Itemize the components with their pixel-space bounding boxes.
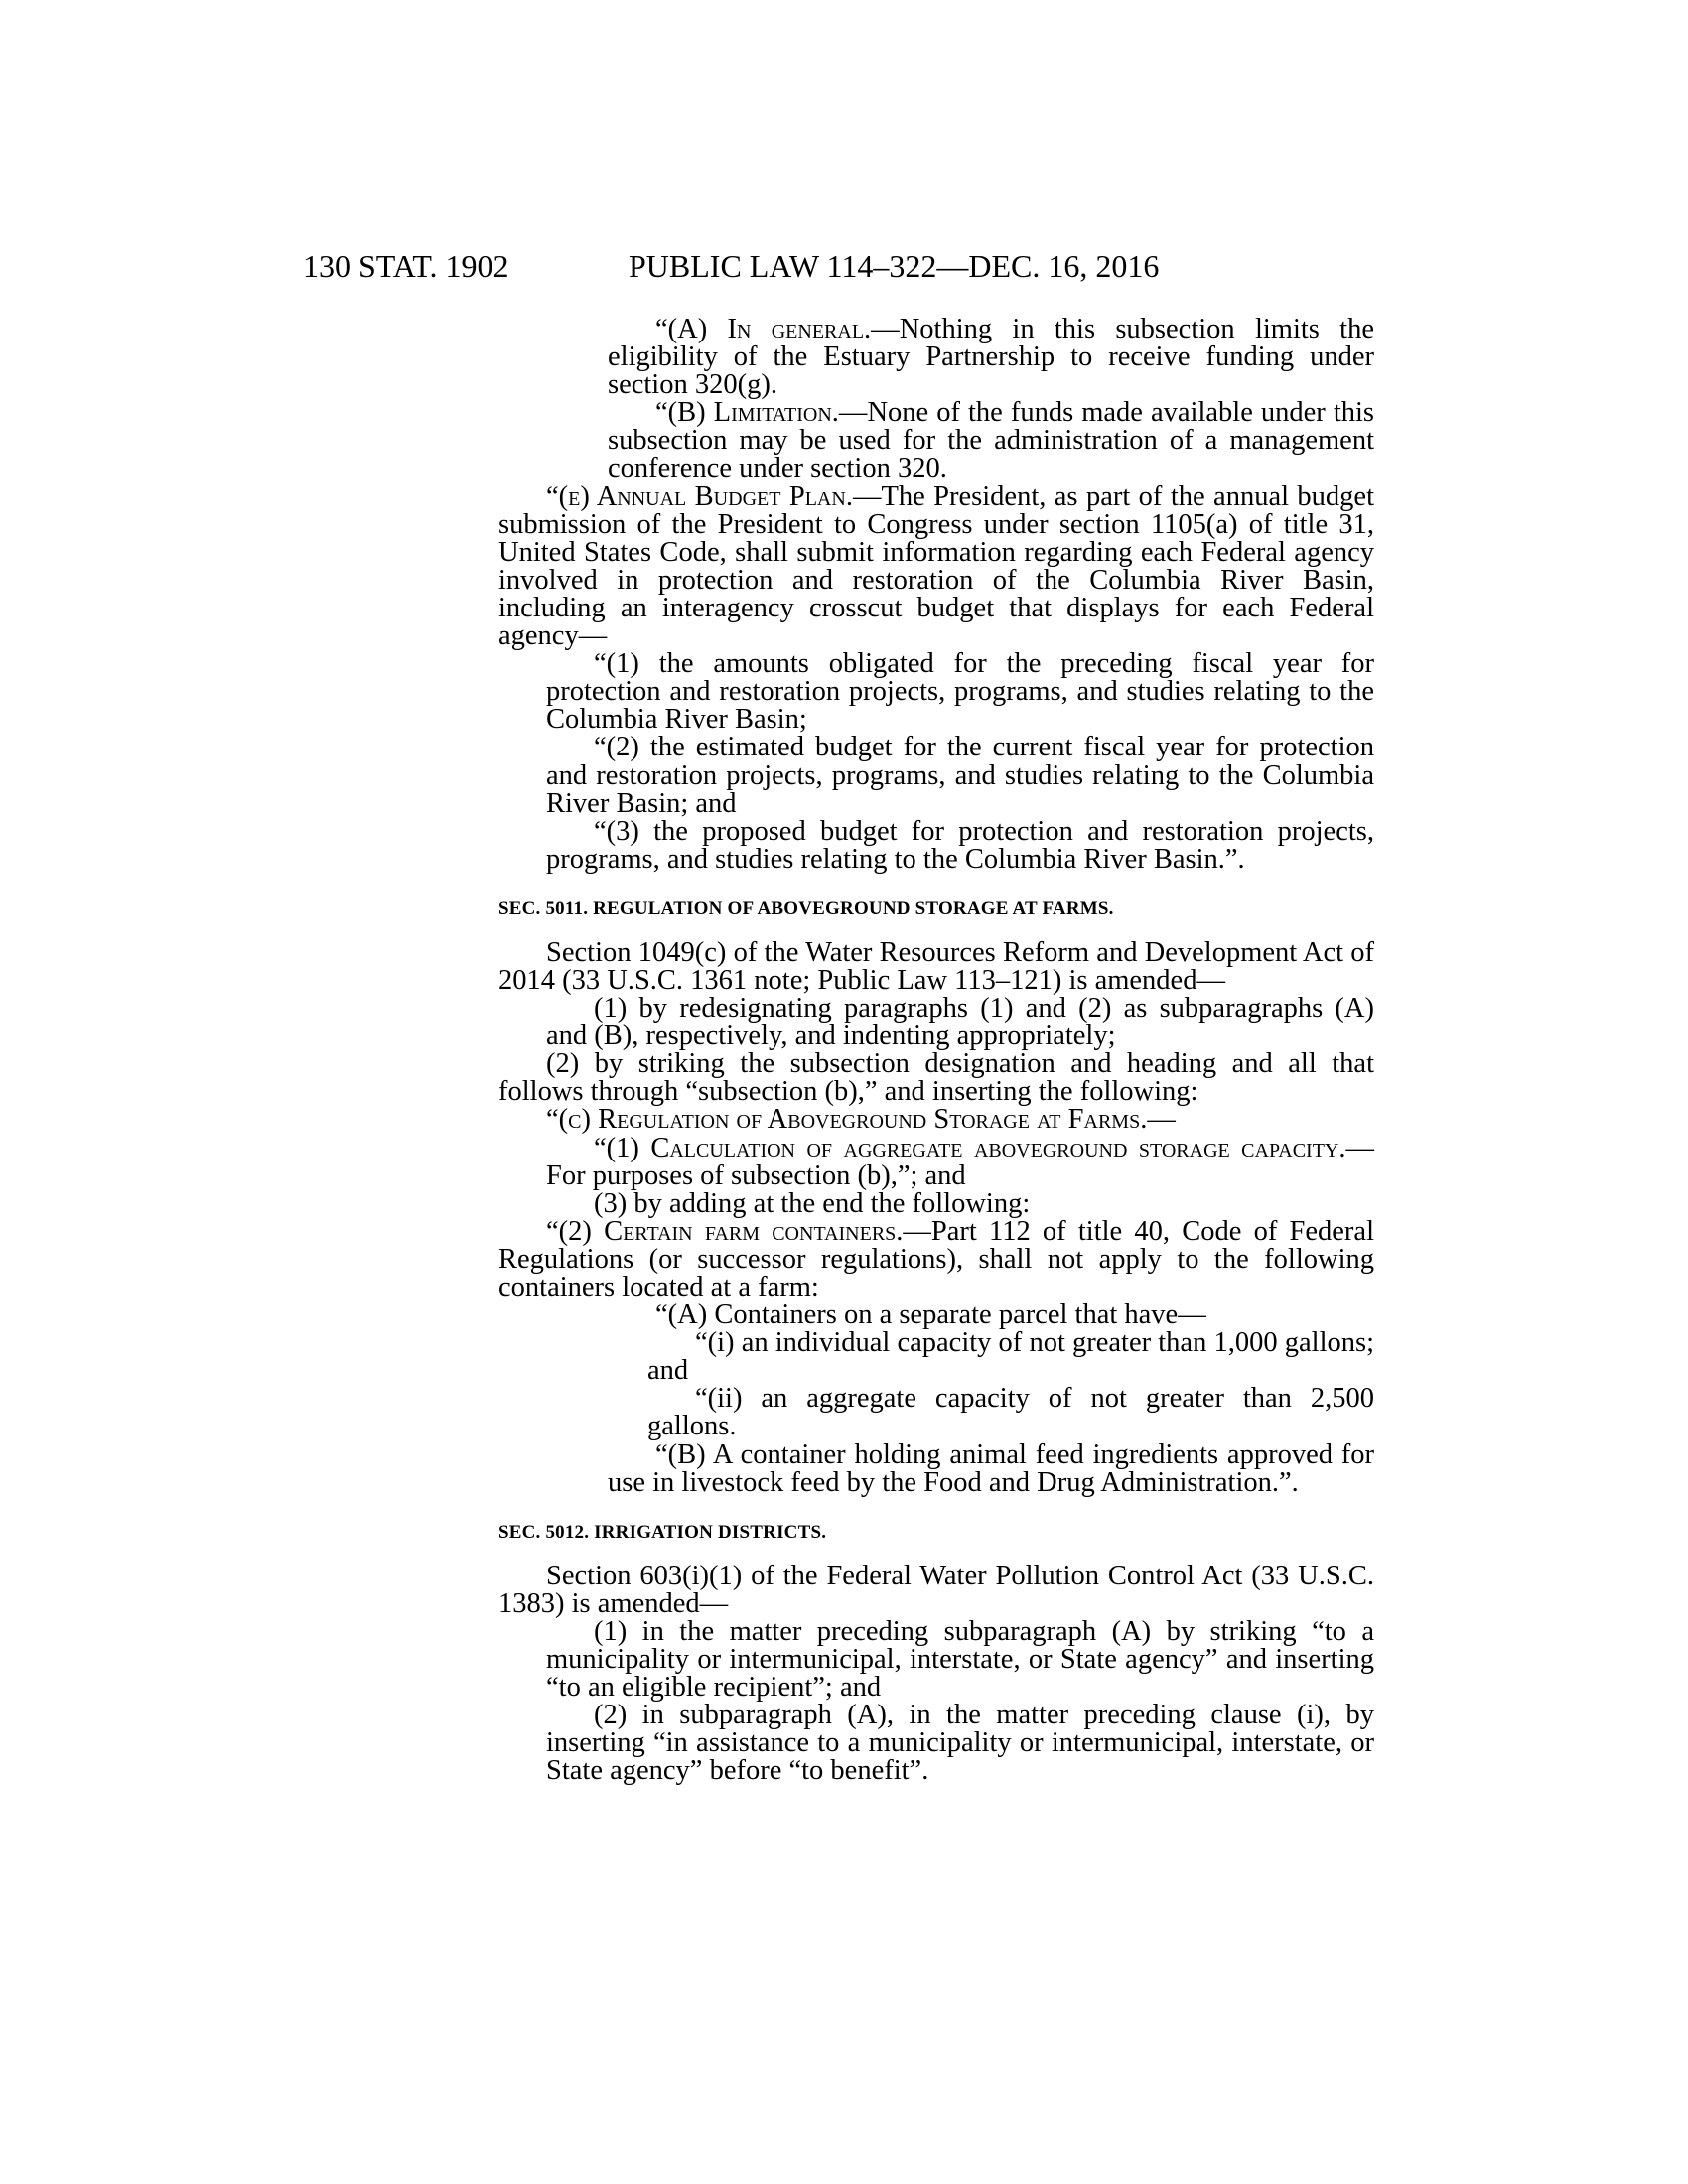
paragraph-heading: “(1) Calculation of aggregate aboveground storage capacity.— (594, 1132, 1374, 1163)
inserted-paragraph-1-calculation (498, 1132, 1374, 1191)
amendment-1-redesignating: (1) by redesignating paragraphs (1) and (2) as subparagraphs (A) and (B), respectively, and indenting appropriately; (546, 993, 1374, 1052)
amendment-3-adding: (3) by adding at the end the following: (594, 1187, 1031, 1219)
statute-page-number: 130 STAT. 1902 (303, 248, 509, 284)
amendment-2-striking: (2) by striking the subsection designation and heading and all that follows through “subsection (b),” and inserting the following: (498, 1048, 1374, 1108)
law-title: PUBLIC LAW 114–322—DEC. 16, 2016 (629, 248, 1160, 284)
inserted-subsection-c-heading (498, 1106, 1374, 1134)
paragraph-text: The President, as part of the annual budget submission of the President to Congress under section 1105(a) of title 31, United States Code, shall submit information regarding each Federal agency involved in protection and restoration of the Columbia River Basin, including an interagency crosscut budget that displays for each Federal agency— (498, 480, 1374, 652)
subparagraph-a-containers: “(A) Containers on a separate parcel that have— (655, 1299, 1206, 1331)
inserted-paragraph-2-farm-containers (498, 1215, 1374, 1302)
paragraph-heading: “(A) In general.— (655, 314, 900, 344)
amendment-2-inserting-assistance: (2) in subparagraph (A), in the matter preceding clause (i), by inserting “in assistance to a municipality or intermunicipal, interstate, or State agency” before “to benefit”. (546, 1700, 1374, 1787)
paragraph-text: Part 112 of title 40, Code of Federal Regulations (or successor regulations), shall not apply to the following containers located at a farm: (498, 1215, 1374, 1302)
paragraph-a-in-general (498, 316, 1374, 399)
section-5012-intro: Section 603(i)(1) of the Federal Water Pollution Control Act (33 U.S.C. 1383) is amended— (498, 1560, 1374, 1619)
clause-ii-aggregate-capacity: “(ii) an aggregate capacity of not greater than 2,500 gallons. (647, 1383, 1374, 1442)
paragraph-heading: “(2) Certain farm containers.— (546, 1215, 931, 1247)
document-body (498, 316, 1374, 1786)
clause-i-individual-capacity: “(i) an individual capacity of not greater than 1,000 gallons; and (647, 1327, 1374, 1387)
subparagraph-b-animal-feed: “(B) A container holding animal feed ingredients approved for use in livestock feed by the Food and Drug Administration.”. (608, 1438, 1374, 1498)
paragraph-3-proposed-budget: “(3) the proposed budget for protection and restoration projects, programs, and studies relating to the Columbia River Basin.”. (546, 815, 1374, 875)
section-heading-5011: SEC. 5011. REGULATION OF ABOVEGROUND STORAGE AT FARMS. (498, 897, 1114, 919)
paragraph-1-amounts-obligated: “(1) the amounts obligated for the preceding fiscal year for protection and restoration projects, programs, and studies relating to the Columbia River Basin; (546, 648, 1374, 736)
paragraph-b-limitation (498, 399, 1374, 482)
paragraph-heading: “(B) Limitation.— (655, 397, 868, 429)
amendment-1-eligible-recipient: (1) in the matter preceding subparagraph (A) by striking “to a municipality or intermunicipal, interstate, or State agency” and inserting “to an eligible recipient”; and (546, 1615, 1374, 1704)
paragraph-text: For purposes of subsection (b),”; and (546, 1160, 966, 1191)
paragraph-heading: “(e) Annual Budget Plan.— (546, 480, 882, 512)
paragraph-heading: “(c) Regulation of Aboveground Storage at Farms.— (546, 1104, 1176, 1136)
paragraph-text: Nothing in this subsection limits the eligibility of the Estuary Partnership to receive funding under section 320(g). (608, 314, 1374, 401)
paragraph-2-estimated-budget: “(2) the estimated budget for the current fiscal year for protection and restoration projects, programs, and studies relating to the Columbia River Basin; and (546, 732, 1374, 819)
section-heading-5012: SEC. 5012. IRRIGATION DISTRICTS. (498, 1521, 827, 1543)
paragraph-text: None of the funds made available under this subsection may be used for the administration of a management conference under section 320. (608, 397, 1374, 484)
page-header (303, 248, 1375, 288)
subsection-e-annual-budget-plan (498, 480, 1374, 652)
section-5011-intro: Section 1049(c) of the Water Resources Reform and Development Act of 2014 (33 U.S.C. 1361 note; Public Law 113–121) is amended— (498, 936, 1374, 996)
